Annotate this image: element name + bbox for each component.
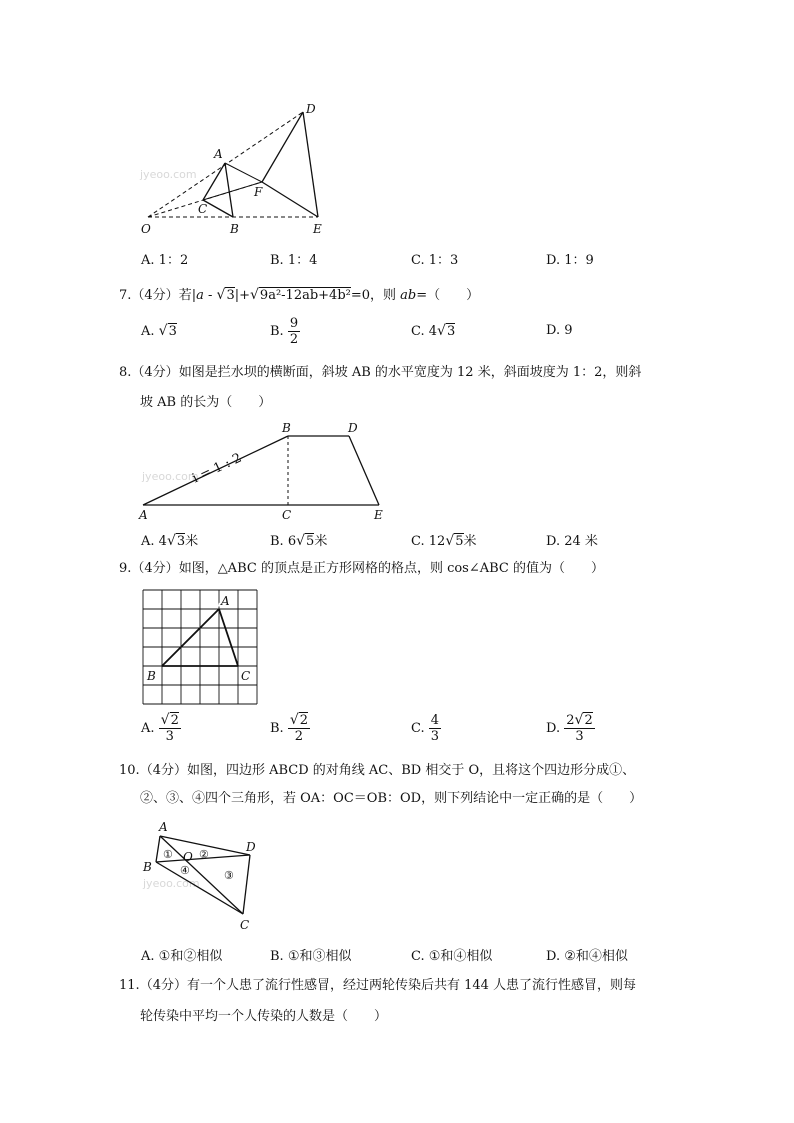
q9-option-b[interactable]: B. $\frac{√2}{2}$ xyxy=(270,712,309,744)
q8-option-d[interactable]: D. 24 米 xyxy=(546,534,598,549)
q10-stem-line2: ②、③、④四个三角形，若 OA：OC＝OB：OD，则下列结论中一定正确的是（ ） xyxy=(140,791,643,806)
label-A: A xyxy=(139,508,148,522)
q10-stem-line1: 10.（4分）如图，四边形 ABCD 的对角线 AC、BD 相交于 O，且将这个四边形分成①、 xyxy=(119,763,636,778)
q7-option-a[interactable]: A. √3 xyxy=(141,323,177,339)
label-B: B xyxy=(282,421,291,435)
q8-option-a[interactable]: A. 4√3米 xyxy=(141,533,199,549)
label-O: O xyxy=(141,222,151,236)
watermark: jyeoo.com xyxy=(143,877,200,890)
label-A: A xyxy=(214,147,223,161)
label-E: E xyxy=(313,222,322,236)
q7-stem: 7.（4分）若|a - √3|+√9a²-12ab+4b²=0，则 ab=（ ） xyxy=(119,287,480,303)
q6-option-a[interactable]: A. 1：2 xyxy=(141,253,189,268)
label-D: D xyxy=(246,840,256,854)
region-3: ③ xyxy=(224,869,234,882)
label-B: B xyxy=(143,860,152,874)
q10-option-b[interactable]: B. ①和③相似 xyxy=(270,949,352,964)
label-B: B xyxy=(147,669,156,683)
q10-option-d[interactable]: D. ②和④相似 xyxy=(546,949,628,964)
q7-option-b[interactable]: B. $\frac{9}{2}$ xyxy=(270,316,299,347)
q7-option-c[interactable]: C. 4√3 xyxy=(411,323,456,339)
label-A: A xyxy=(221,594,230,608)
label-C: C xyxy=(198,202,208,216)
label-B: B xyxy=(230,222,239,236)
watermark: jyeoo.com xyxy=(140,168,197,181)
q9-option-c[interactable]: C. $\frac{4}{3}$ xyxy=(411,713,440,744)
q11-stem-line2: 轮传染中平均一个人传染的人数是（ ） xyxy=(140,1009,388,1024)
region-1: ① xyxy=(163,848,173,861)
q11-stem-line1: 11.（4分）有一个人患了流行性感冒，经过两轮传染后共有 144 人患了流行性感冒，则每 xyxy=(119,978,637,993)
q10-option-c[interactable]: C. ①和④相似 xyxy=(411,949,493,964)
region-4: ④ xyxy=(180,864,190,877)
slope-label: i = 1 : 2 xyxy=(190,450,245,487)
label-C: C xyxy=(240,918,250,932)
q10-option-a[interactable]: A. ①和②相似 xyxy=(141,949,223,964)
q7-option-d[interactable]: D. 9 xyxy=(546,323,573,338)
label-C: C xyxy=(241,669,251,683)
label-C: C xyxy=(282,508,292,522)
region-2: ② xyxy=(199,848,209,861)
q6-option-d[interactable]: D. 1：9 xyxy=(546,253,594,268)
label-A: A xyxy=(159,820,168,834)
q9-stem: 9.（4分）如图，△ABC 的顶点是正方形网格的格点，则 cos∠ABC 的值为（ ） xyxy=(119,561,605,576)
q9-option-a[interactable]: A. $\frac{√2}{3}$ xyxy=(141,712,179,744)
label-E: E xyxy=(374,508,383,522)
label-D: D xyxy=(348,421,358,435)
q8-stem-line2: 坡 AB 的长为（ ） xyxy=(140,395,272,410)
label-D: D xyxy=(306,102,316,116)
q8-stem-line1: 8.（4分）如图是拦水坝的横断面，斜坡 AB 的水平宽度为 12 米，斜面坡度为 1：2，则斜 xyxy=(119,365,642,380)
label-O: O xyxy=(183,850,193,864)
q6-option-c[interactable]: C. 1：3 xyxy=(411,253,459,268)
label-F: F xyxy=(254,185,263,199)
watermark: jyeoo.com xyxy=(142,470,199,483)
q9-option-d[interactable]: D. $\frac{2√2}{3}$ xyxy=(546,712,593,744)
q6-option-b[interactable]: B. 1：4 xyxy=(270,253,318,268)
q8-option-b[interactable]: B. 6√5米 xyxy=(270,533,328,549)
q8-option-c[interactable]: C. 12√5米 xyxy=(411,533,477,549)
